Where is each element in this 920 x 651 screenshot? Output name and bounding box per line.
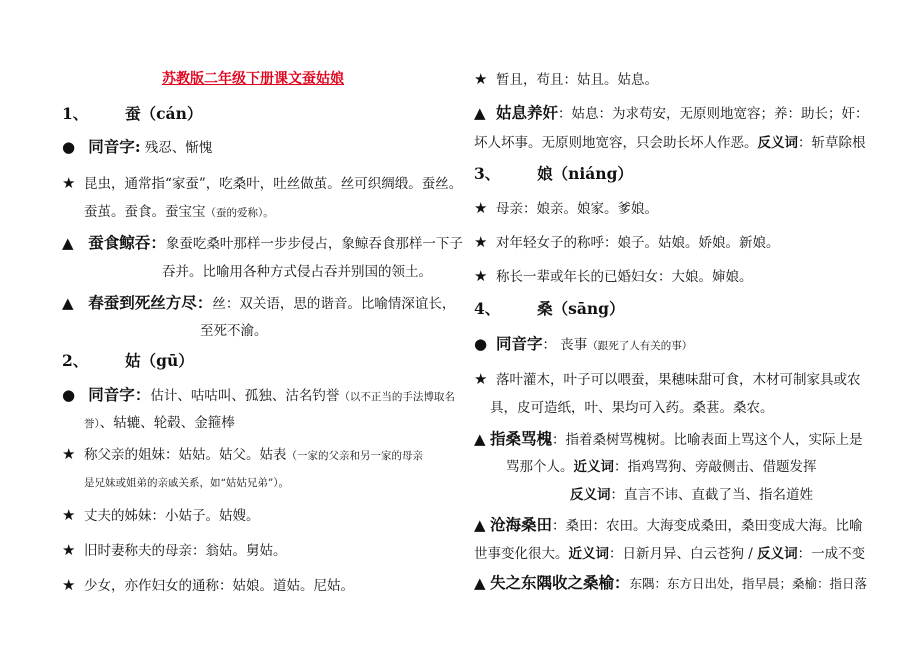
entry-idiom-2 bbox=[62, 294, 455, 313]
entry-text: 少女，亦作妇女的通称：姑娘。道姑。尼姑。 bbox=[84, 578, 354, 594]
synonym-label: 近义词 bbox=[568, 546, 609, 562]
entry-label: 同音字 bbox=[88, 137, 135, 156]
bullet-triangle-icon: ▲ bbox=[474, 516, 486, 534]
page-title: 苏教版二年级下册课文蚕姑娘 bbox=[162, 71, 344, 87]
section-2-heading bbox=[62, 352, 194, 370]
entry-note: （蚕的爱称）。 bbox=[205, 207, 274, 219]
bullet-star-icon: ★ bbox=[474, 233, 488, 251]
bullet-star-icon: ★ bbox=[62, 174, 76, 192]
entry-text: 母亲：娘亲。娘家。爹娘。 bbox=[496, 201, 658, 217]
entry-meaning-10-cont: 具，皮可造纸，叶、果均可入药。桑葚。桑农。 bbox=[490, 400, 774, 416]
entry-text: ：一成不变 bbox=[797, 546, 866, 562]
entry-label: 同音字 bbox=[496, 334, 543, 353]
entry-text: 残忍、惭愧 bbox=[140, 140, 213, 156]
section-3-heading bbox=[474, 165, 633, 183]
entry-label: 蚕食鲸吞 bbox=[88, 233, 151, 252]
bullet-star-icon: ★ bbox=[474, 267, 488, 285]
entry-text: 、轱辘、轮毂、金箍棒 bbox=[99, 415, 235, 431]
entry-label: 春蚕到死丝方尽 bbox=[88, 293, 197, 312]
bullet-triangle-icon: ▲ bbox=[474, 430, 486, 448]
entry-text: ：指鸡骂狗、旁敲侧击、借题发挥 bbox=[614, 459, 817, 475]
entry-colon: ： bbox=[614, 573, 630, 592]
entry-colon: : bbox=[134, 137, 141, 156]
bullet-circle-icon: ● bbox=[62, 138, 76, 156]
entry-meaning-10 bbox=[474, 370, 861, 389]
section-1-heading bbox=[62, 105, 202, 123]
entry-note: （一家的父亲和另一家的母亲 bbox=[286, 450, 423, 462]
entry-meaning-1 bbox=[62, 174, 462, 193]
entry-text: 坏人坏事。无原则地宽容，只会助长坏人作恶。 bbox=[474, 135, 758, 151]
bullet-circle-icon: ● bbox=[474, 335, 488, 353]
entry-note: （跟死了人有关的事） bbox=[587, 340, 693, 352]
section-character: 蚕（cán） bbox=[125, 104, 203, 123]
entry-idiom-4-cont bbox=[506, 458, 817, 476]
entry-meaning-3 bbox=[62, 506, 260, 525]
entry-text: 落叶灌木，叶子可以喂蚕，果穗味甜可食，木材可制家具或农 bbox=[496, 372, 861, 388]
entry-idiom-5 bbox=[474, 516, 863, 535]
antonym-label: 反义词 bbox=[757, 135, 798, 151]
bullet-star-icon: ★ bbox=[474, 370, 488, 388]
entry-text: ：斩草除根 bbox=[798, 135, 866, 151]
section-number: 3、 bbox=[474, 164, 501, 183]
entry-text: ：姑息：为求苟安，无原则地宽容；养：助长；奸： bbox=[558, 106, 869, 122]
entry-text: 昆虫，通常指“家蚕”，吃桑叶，吐丝做茧。丝可织绸缎。蚕丝。 bbox=[84, 176, 463, 192]
bullet-star-icon: ★ bbox=[474, 70, 488, 88]
entry-colon: ： bbox=[196, 293, 213, 312]
entry-idiom-3-cont bbox=[474, 134, 866, 152]
entry-homophones-4 bbox=[474, 335, 692, 355]
entry-label: 沧海桑田 bbox=[490, 515, 553, 534]
entry-idiom-1 bbox=[62, 234, 463, 253]
entry-homophones-1 bbox=[62, 138, 212, 157]
entry-text: 象蚕吃桑叶那样一步步侵占，象鲸吞食那样一下子 bbox=[165, 236, 463, 252]
entry-meaning-7 bbox=[474, 199, 658, 218]
entry-text: ： 丧事 bbox=[542, 337, 588, 353]
bullet-triangle-icon: ▲ bbox=[474, 104, 486, 122]
bullet-triangle-icon: ▲ bbox=[62, 294, 74, 312]
bullet-star-icon: ★ bbox=[62, 576, 76, 594]
entry-text: ：直言不讳、直截了当、指名道姓 bbox=[610, 487, 813, 503]
entry-idiom-4-cont2 bbox=[570, 486, 813, 504]
section-character: 姑（gū） bbox=[125, 351, 194, 370]
entry-label: 失之东隅收之桑榆 bbox=[490, 573, 615, 592]
section-character: 桑（sāng） bbox=[537, 299, 625, 318]
entry-meaning-6 bbox=[474, 70, 658, 89]
entry-text: 旧时妻称夫的母亲：翁姑。舅姑。 bbox=[84, 543, 287, 559]
section-number: 4、 bbox=[474, 299, 501, 318]
bullet-star-icon: ★ bbox=[62, 506, 76, 524]
bullet-triangle-icon: ▲ bbox=[62, 234, 74, 252]
section-number: 1、 bbox=[62, 104, 89, 123]
entry-idiom-2-cont: 至死不渝。 bbox=[200, 323, 268, 339]
entry-label: 同音字 bbox=[88, 385, 135, 404]
entry-text: 称长一辈或年长的已婚妇女：大娘。婶娘。 bbox=[496, 269, 753, 285]
entry-text: 称父亲的姐妹：姑姑。姑父。姑表 bbox=[84, 447, 287, 463]
entry-idiom-5-cont bbox=[474, 545, 865, 563]
entry-note: （以不正当的手法博取名 bbox=[339, 391, 455, 403]
entry-meaning-2-cont: 是兄妹或姐弟的亲戚关系，如“姑姑兄弟”）。 bbox=[84, 477, 289, 489]
section-4-heading bbox=[474, 300, 625, 318]
entry-homophones-2 bbox=[62, 386, 455, 406]
entry-note: 誉） bbox=[84, 418, 100, 430]
entry-text: ：指着桑树骂槐树。比喻表面上骂这个人，实际上是 bbox=[552, 432, 863, 448]
entry-text: 丈夫的姊妹：小姑子。姑嫂。 bbox=[84, 508, 260, 524]
entry-idiom-1-cont: 吞并。比喻用各种方式侵占吞并别国的领土。 bbox=[162, 264, 432, 280]
entry-text: 估计、咕咕叫、孤独、沽名钓誉 bbox=[150, 388, 340, 404]
section-number: 2、 bbox=[62, 351, 89, 370]
entry-text: 骂那个人。 bbox=[506, 459, 574, 475]
entry-colon: ： bbox=[134, 385, 151, 404]
entry-text: 暂且，苟且：姑且。姑息。 bbox=[496, 72, 658, 88]
entry-idiom-3 bbox=[474, 104, 869, 123]
entry-label: 指桑骂槐 bbox=[490, 429, 553, 448]
entry-idiom-4 bbox=[474, 430, 863, 449]
section-character: 娘（niáng） bbox=[537, 164, 633, 183]
entry-meaning-5 bbox=[62, 576, 354, 595]
entry-homophones-2-cont bbox=[84, 414, 235, 433]
bullet-star-icon: ★ bbox=[62, 541, 76, 559]
entry-meaning-2 bbox=[62, 445, 423, 465]
antonym-label: 反义词 bbox=[757, 546, 798, 562]
entry-text: 东隅：东方日出处，指早晨；桑榆：指日落 bbox=[629, 576, 868, 591]
entry-text: 对年轻女子的称呼：娘子。姑娘。娇娘。新娘。 bbox=[496, 235, 780, 251]
entry-meaning-1-cont bbox=[84, 203, 274, 222]
entry-idiom-6 bbox=[474, 574, 867, 593]
entry-label: 姑息养奸 bbox=[496, 103, 559, 122]
bullet-star-icon: ★ bbox=[474, 199, 488, 217]
entry-text: ：桑田：农田。大海变成桑田，桑田变成大海。比喻 bbox=[552, 518, 863, 534]
entry-text: 世事变化很大。 bbox=[474, 546, 569, 562]
entry-text: 蚕茧。蚕食。蚕宝宝 bbox=[84, 204, 206, 220]
synonym-label: 近义词 bbox=[573, 459, 614, 475]
entry-text: 丝：双关语，思的谐音。比喻情深谊长， bbox=[212, 296, 456, 312]
entry-meaning-8 bbox=[474, 233, 780, 252]
bullet-star-icon: ★ bbox=[62, 445, 76, 463]
antonym-label: 反义词 bbox=[570, 487, 611, 503]
entry-text: ：日新月异、白云苍狗 / bbox=[609, 546, 758, 562]
bullet-circle-icon: ● bbox=[62, 386, 76, 404]
bullet-triangle-icon: ▲ bbox=[474, 574, 486, 592]
entry-meaning-4 bbox=[62, 541, 287, 560]
entry-colon: ： bbox=[150, 233, 166, 252]
entry-meaning-9 bbox=[474, 267, 753, 286]
